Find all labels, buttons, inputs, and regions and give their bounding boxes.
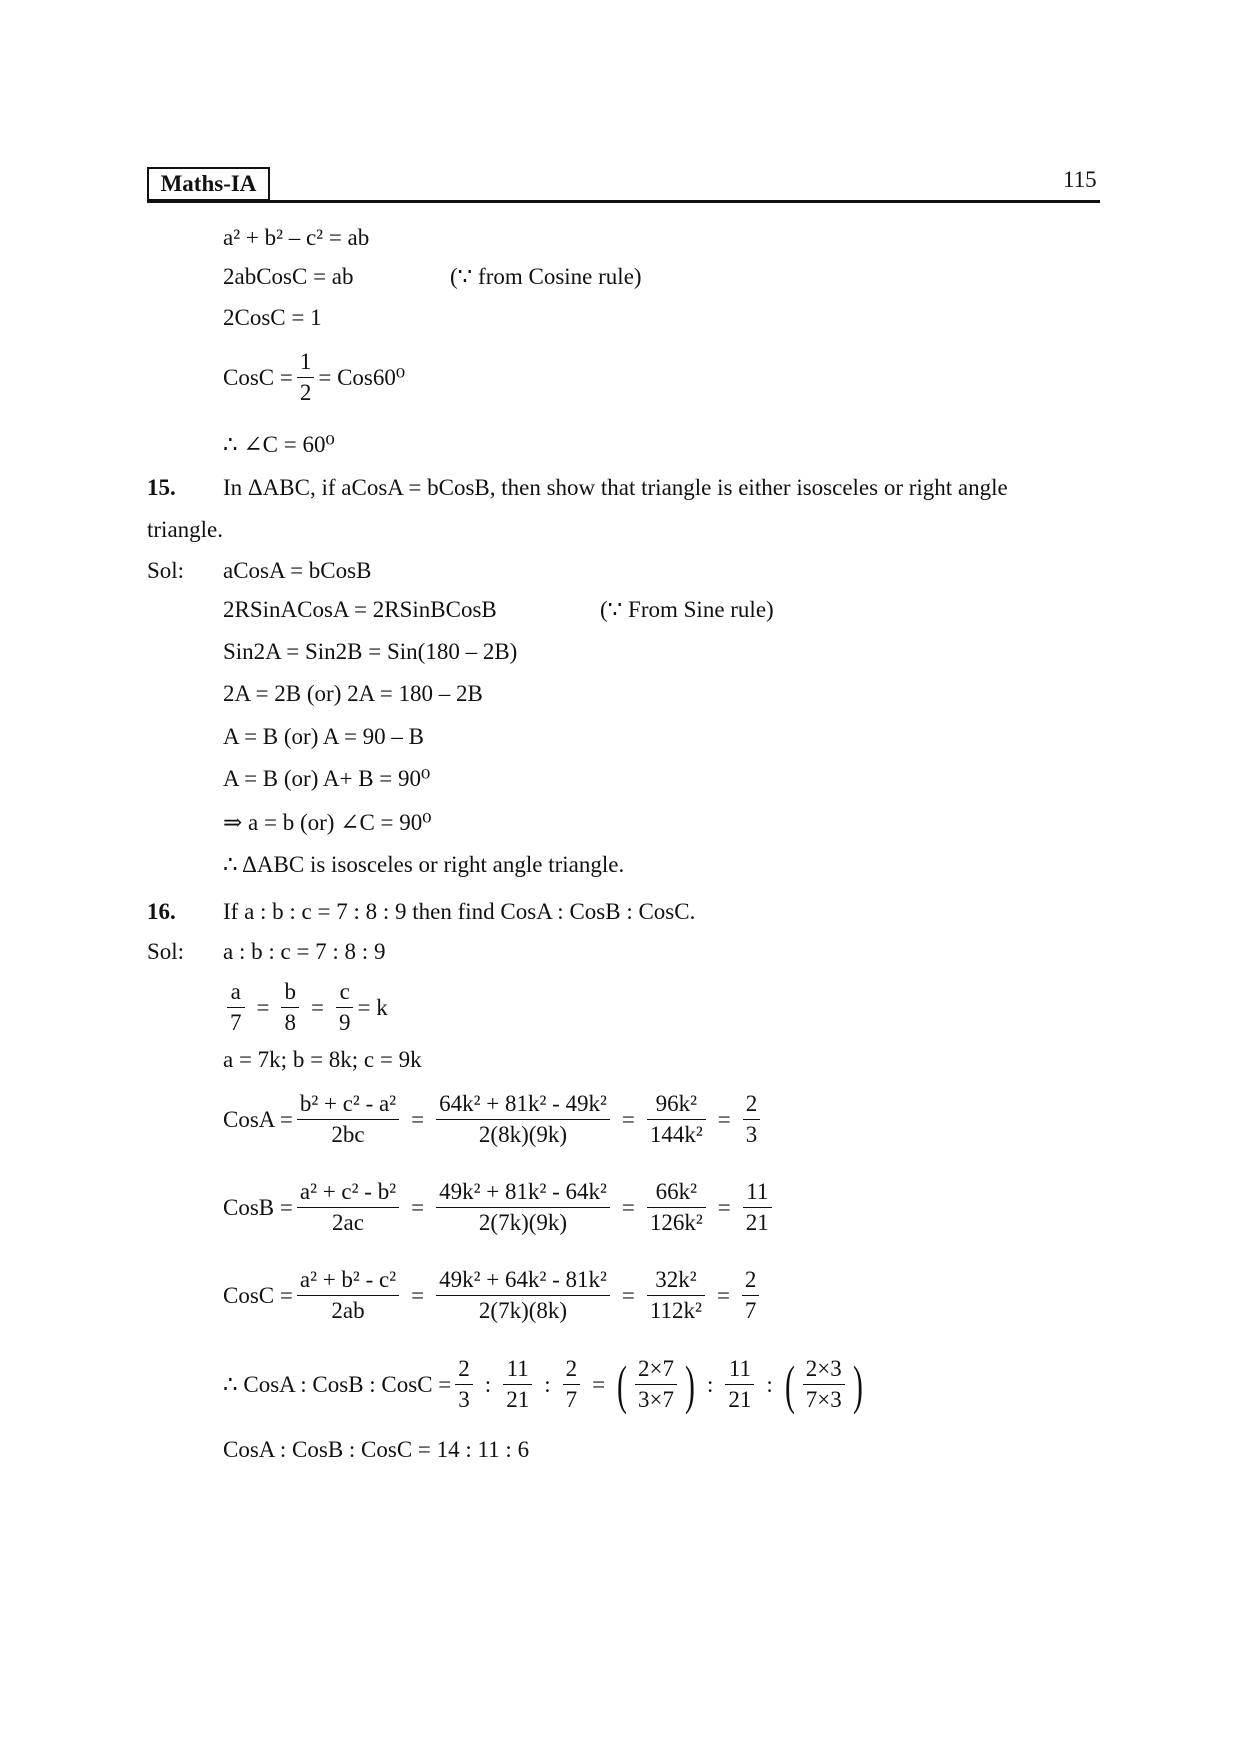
denominator: 8	[284, 1010, 296, 1036]
fraction	[647, 1268, 705, 1323]
fraction	[635, 1357, 677, 1412]
numerator: 64k² + 81k² - 49k²	[436, 1092, 610, 1120]
numerator: 2	[743, 1092, 761, 1120]
ratio-tail: = k	[357, 994, 388, 1020]
colon-sign: :	[766, 1371, 773, 1397]
question-number: 16.	[147, 899, 176, 924]
eq-line: aCosA = bCosB	[223, 558, 372, 583]
eq-line: 2RSinACosA = 2RSinBCosB	[223, 597, 497, 622]
ratio-lead: ∴ CosA : CosB : CosC =	[223, 1371, 452, 1397]
final-answer: CosA : CosB : CosC = 14 : 11 : 6	[223, 1437, 530, 1462]
denominator: 2ab	[331, 1298, 365, 1324]
numerator: 2	[455, 1357, 473, 1385]
fraction	[436, 1180, 610, 1235]
fraction	[503, 1357, 532, 1412]
question-text: triangle.	[147, 517, 223, 542]
denominator: 144k²	[649, 1122, 703, 1148]
numerator: 96k²	[647, 1092, 706, 1120]
colon-sign: :	[707, 1371, 714, 1397]
fraction	[227, 980, 245, 1035]
cosA-equation	[223, 1092, 764, 1147]
cosC-equation	[223, 1268, 763, 1323]
denominator: 2	[299, 380, 312, 406]
denominator: 2(7k)(8k)	[478, 1298, 568, 1324]
numerator: 66k²	[647, 1180, 706, 1208]
right-paren: )	[685, 1354, 695, 1415]
fraction	[725, 1357, 754, 1412]
fraction	[436, 1092, 610, 1147]
fraction	[297, 1268, 399, 1323]
equals-sign: =	[717, 1106, 731, 1132]
ratio-result-equation	[223, 1354, 867, 1415]
page-number: 115	[1063, 167, 1097, 192]
numerator: 49k² + 81k² - 64k²	[436, 1180, 610, 1208]
denominator: 7	[565, 1387, 578, 1413]
numerator: a² + c² - b²	[297, 1180, 399, 1208]
numerator: 11	[503, 1357, 532, 1385]
header-rule	[147, 200, 1100, 203]
eq-line: a² + b² – c² = ab	[223, 225, 370, 250]
fraction	[803, 1357, 845, 1412]
colon-sign: :	[484, 1371, 492, 1397]
right-paren: )	[852, 1354, 863, 1415]
fraction	[436, 1268, 610, 1323]
eq-line: ⇒ a = b (or) ∠C = 90⁰	[223, 810, 432, 835]
eq-line: ∴ ∠C = 60⁰	[223, 432, 335, 457]
denominator: 3	[745, 1122, 758, 1148]
eq-line: a = 7k; b = 8k; c = 9k	[223, 1047, 422, 1072]
eq-line: A = B (or) A+ B = 90⁰	[223, 766, 431, 791]
denominator: 2bc	[331, 1122, 365, 1148]
denominator: 112k²	[649, 1298, 702, 1324]
numerator: 1	[297, 350, 315, 378]
equals-sign: =	[411, 1106, 425, 1132]
header-title: Maths-IA	[147, 167, 270, 201]
fraction	[297, 1180, 399, 1235]
cos-label: CosA =	[223, 1106, 293, 1132]
cosc-equation	[223, 350, 405, 405]
numerator: 32k²	[647, 1268, 705, 1296]
denominator: 7	[230, 1010, 242, 1036]
denominator: 21	[745, 1210, 769, 1236]
fraction	[647, 1180, 706, 1235]
ratio-equation	[223, 980, 388, 1035]
colon-sign: :	[544, 1371, 551, 1397]
denominator: 2(8k)(9k)	[478, 1122, 568, 1148]
equals-sign: =	[717, 1194, 731, 1220]
denominator: 7	[744, 1298, 757, 1324]
denominator: 21	[506, 1387, 530, 1413]
numerator: 2×7	[635, 1357, 677, 1385]
equals-sign: =	[621, 1106, 635, 1132]
fraction	[336, 980, 354, 1035]
eq-line: A = B (or) A = 90 – B	[223, 724, 425, 749]
numerator: b² + c² - a²	[297, 1092, 399, 1120]
numerator: a	[227, 980, 245, 1008]
numerator: a² + b² - c²	[297, 1268, 399, 1296]
fraction	[297, 350, 315, 405]
denominator: 2ac	[332, 1210, 364, 1236]
eq-line: ∴ ΔABC is isosceles or right angle triangle.	[223, 852, 625, 877]
question-text: If a : b : c = 7 : 8 : 9 then find CosA : CosB : CosC.	[223, 899, 696, 924]
numerator: 2×3	[803, 1357, 845, 1385]
cos-label: CosB =	[223, 1194, 293, 1220]
fraction	[647, 1092, 706, 1147]
cosc-lhs: CosC =	[223, 364, 293, 390]
fraction	[281, 980, 299, 1035]
eq-line: 2CosC = 1	[223, 305, 322, 330]
equals-sign: =	[621, 1282, 635, 1308]
fraction	[743, 1092, 761, 1147]
numerator: b	[281, 980, 299, 1008]
cosB-equation	[223, 1180, 776, 1235]
fraction	[455, 1357, 473, 1412]
numerator: 11	[725, 1357, 754, 1385]
fraction	[742, 1268, 760, 1323]
solution-label: Sol:	[147, 939, 185, 964]
denominator: 2(7k)(9k)	[478, 1210, 568, 1236]
equals-sign: =	[411, 1194, 425, 1220]
left-paren: (	[784, 1354, 795, 1415]
denominator: 3	[458, 1387, 470, 1413]
eq-reason: (∵ from Cosine rule)	[450, 264, 642, 289]
equals-sign: =	[310, 994, 324, 1020]
numerator: 11	[743, 1180, 772, 1208]
equals-sign: =	[716, 1282, 730, 1308]
question-text: In ΔABC, if aCosA = bCosB, then show that triangle is either isosceles or right angle	[223, 475, 1008, 500]
fraction	[743, 1180, 772, 1235]
denominator: 3×7	[638, 1387, 675, 1413]
equals-sign: =	[411, 1282, 425, 1308]
equals-sign: =	[592, 1371, 606, 1397]
eq-reason: (∵ From Sine rule)	[600, 597, 774, 622]
question-number: 15.	[147, 475, 176, 500]
numerator: c	[336, 980, 354, 1008]
numerator: 2	[742, 1268, 760, 1296]
cosc-rhs: = Cos60⁰	[318, 364, 406, 390]
eq-line: a : b : c = 7 : 8 : 9	[223, 939, 386, 964]
eq-line: Sin2A = Sin2B = Sin(180 – 2B)	[223, 639, 518, 664]
equals-sign: =	[256, 994, 270, 1020]
fraction	[297, 1092, 399, 1147]
solution-label: Sol:	[147, 558, 185, 583]
cos-label: CosC =	[223, 1282, 293, 1308]
numerator: 2	[563, 1357, 581, 1385]
eq-line: 2abCosC = ab	[223, 264, 354, 289]
eq-line: 2A = 2B (or) 2A = 180 – 2B	[223, 681, 483, 706]
fraction	[563, 1357, 581, 1412]
left-paren: (	[617, 1354, 628, 1415]
numerator: 49k² + 64k² - 81k²	[436, 1268, 610, 1296]
denominator: 21	[728, 1387, 752, 1413]
equals-sign: =	[621, 1194, 635, 1220]
denominator: 9	[338, 1010, 351, 1036]
denominator: 7×3	[805, 1387, 842, 1413]
denominator: 126k²	[649, 1210, 703, 1236]
